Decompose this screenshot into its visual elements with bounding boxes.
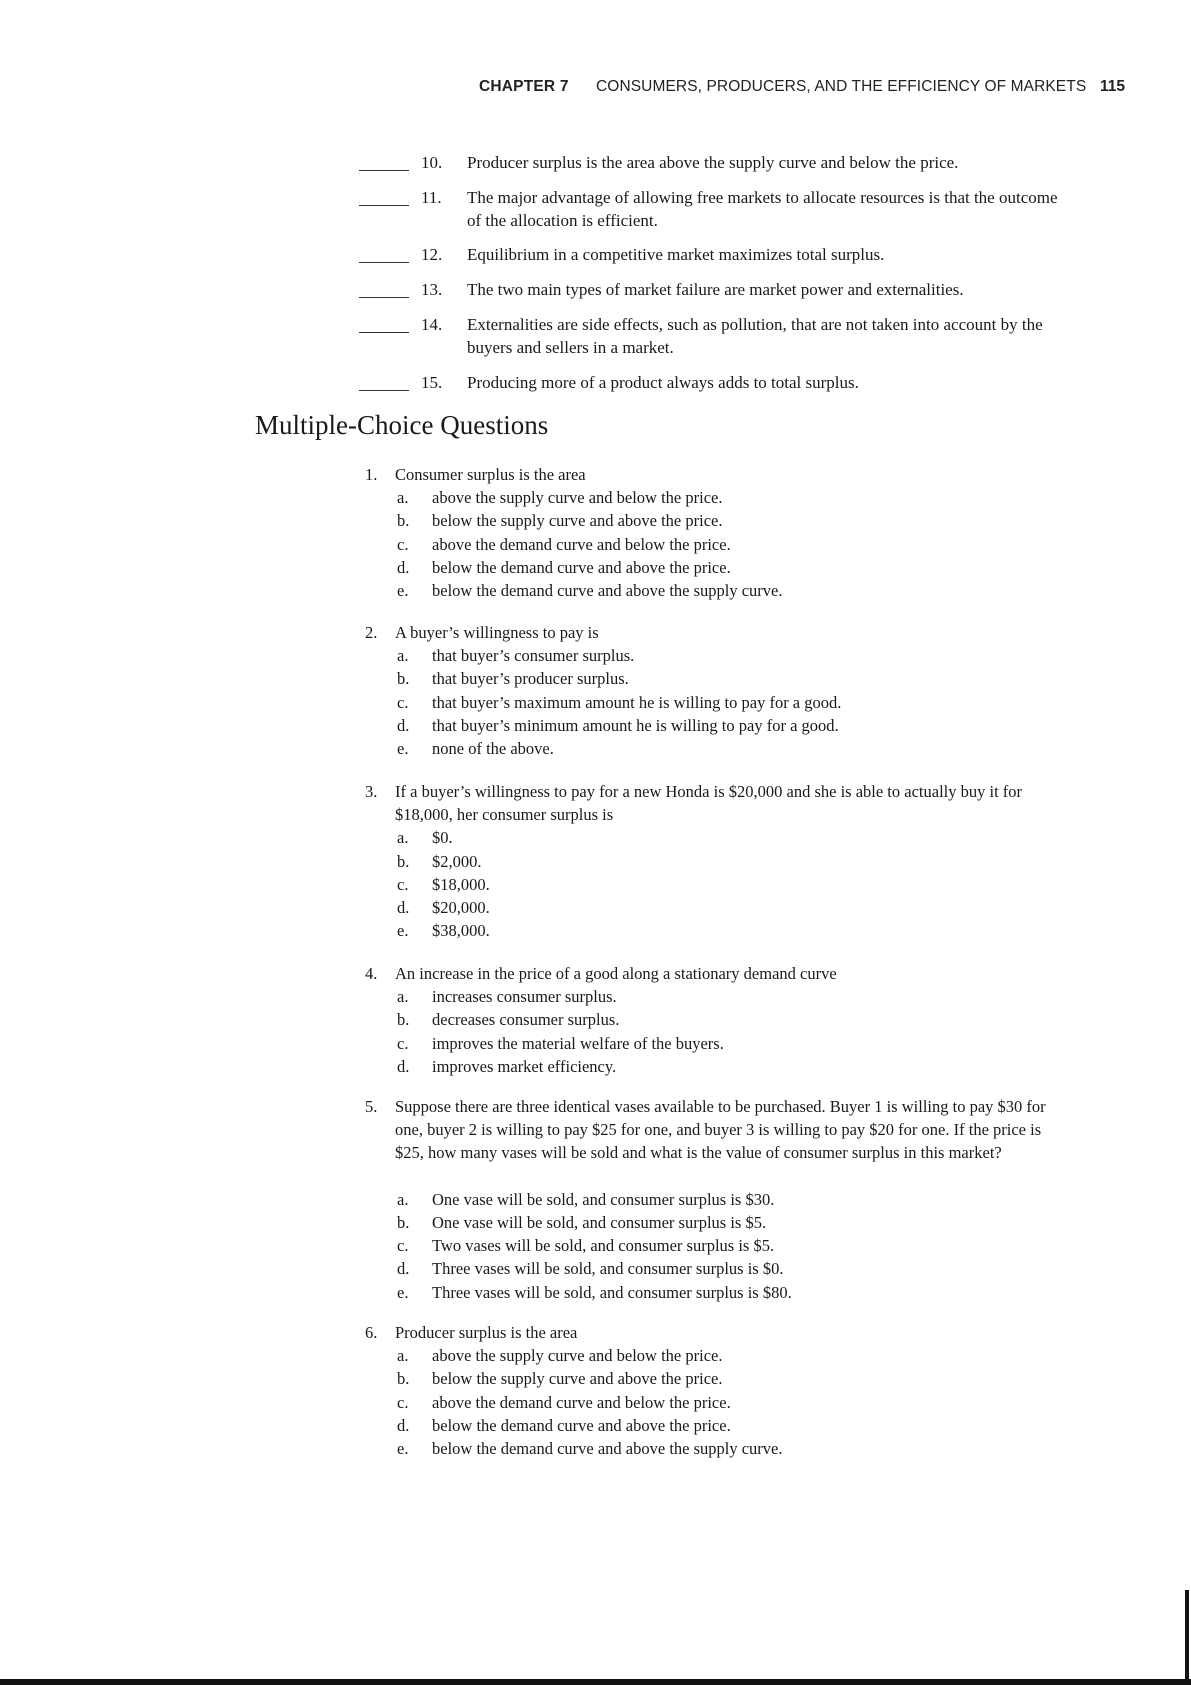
option[interactable] bbox=[0, 1344, 1191, 1367]
page-number: 115 bbox=[1100, 78, 1126, 95]
scan-edge-right bbox=[1185, 1590, 1189, 1685]
option[interactable] bbox=[0, 1367, 1191, 1390]
option-text: that buyer’s maximum amount he is willing to pay for a good. bbox=[432, 692, 842, 712]
option-text: below the demand curve and above the supply curve. bbox=[432, 580, 783, 600]
option[interactable] bbox=[0, 1414, 1191, 1437]
section-heading: Multiple-Choice Questions bbox=[255, 410, 549, 440]
option[interactable] bbox=[0, 579, 1191, 602]
option[interactable] bbox=[0, 850, 1191, 873]
option[interactable] bbox=[0, 509, 1191, 532]
option-text: above the supply curve and below the price. bbox=[432, 488, 723, 508]
option-letter: d. bbox=[397, 1415, 410, 1435]
option[interactable] bbox=[0, 486, 1191, 509]
chapter-label: CHAPTER 7 bbox=[479, 78, 569, 95]
tf-text: Producer surplus is the area above the supply curve and below the price. bbox=[467, 153, 959, 172]
option-letter: e. bbox=[397, 738, 409, 758]
option-text: $18,000. bbox=[432, 874, 490, 894]
scan-edge-bottom bbox=[0, 1679, 1191, 1685]
option[interactable] bbox=[0, 714, 1191, 737]
option-text: One vase will be sold, and consumer surplus is $30. bbox=[432, 1189, 775, 1209]
option-text: One vase will be sold, and consumer surplus is $5. bbox=[432, 1212, 767, 1232]
option[interactable] bbox=[0, 1281, 1191, 1304]
option-letter: c. bbox=[397, 874, 409, 894]
option-text: that buyer’s minimum amount he is willing to pay for a good. bbox=[432, 715, 839, 735]
tf-number: 15. bbox=[421, 373, 443, 392]
option-list bbox=[0, 826, 1191, 942]
option[interactable] bbox=[0, 533, 1191, 556]
option[interactable] bbox=[0, 737, 1191, 760]
option[interactable] bbox=[0, 644, 1191, 667]
option-text: Two vases will be sold, and consumer surplus is $5. bbox=[432, 1236, 775, 1256]
option[interactable] bbox=[0, 873, 1191, 896]
option[interactable] bbox=[0, 985, 1191, 1008]
option-letter: a. bbox=[397, 488, 409, 508]
question-text: An increase in the price of a good along a stationary demand curve bbox=[395, 964, 837, 983]
option-text: that buyer’s producer surplus. bbox=[432, 669, 629, 689]
question-text: If a buyer’s willingness to pay for a new Honda is $20,000 and she is able to actually buy it for $18,000, her consumer surplus is bbox=[395, 782, 1023, 825]
option-text: none of the above. bbox=[432, 738, 554, 758]
option-letter: a. bbox=[397, 828, 409, 848]
option-text: improves market efficiency. bbox=[432, 1056, 617, 1076]
option-letter: d. bbox=[397, 715, 410, 735]
option-text: below the supply curve and above the price. bbox=[432, 511, 723, 531]
option-letter: d. bbox=[397, 557, 410, 577]
option[interactable] bbox=[0, 667, 1191, 690]
option-letter: b. bbox=[397, 511, 410, 531]
option-letter: b. bbox=[397, 1212, 410, 1232]
option-text: increases consumer surplus. bbox=[432, 987, 617, 1007]
option-letter: a. bbox=[397, 987, 409, 1007]
option[interactable] bbox=[0, 1391, 1191, 1414]
answer-blank[interactable] bbox=[359, 262, 409, 263]
option-text: below the demand curve and above the supply curve. bbox=[432, 1438, 783, 1458]
tf-text: The two main types of market failure are market power and externalities. bbox=[467, 280, 964, 299]
option-letter: a. bbox=[397, 1189, 409, 1209]
question-number: 6. bbox=[365, 1323, 378, 1342]
option-letter: b. bbox=[397, 851, 410, 871]
option[interactable] bbox=[0, 1008, 1191, 1031]
option-text: $20,000. bbox=[432, 897, 490, 917]
option-text: $38,000. bbox=[432, 921, 490, 941]
question-text: A buyer’s willingness to pay is bbox=[395, 623, 599, 642]
option[interactable] bbox=[0, 1437, 1191, 1460]
option-letter: c. bbox=[397, 692, 409, 712]
question-number: 3. bbox=[365, 782, 378, 801]
option[interactable] bbox=[0, 896, 1191, 919]
option-letter: a. bbox=[397, 1346, 409, 1366]
option-text: Three vases will be sold, and consumer surplus is $80. bbox=[432, 1282, 792, 1302]
option-text: improves the material welfare of the buyers. bbox=[432, 1033, 724, 1053]
option-letter: e. bbox=[397, 921, 409, 941]
option-text: $2,000. bbox=[432, 851, 482, 871]
answer-blank[interactable] bbox=[359, 332, 409, 333]
answer-blank[interactable] bbox=[359, 297, 409, 298]
option-list bbox=[0, 1188, 1191, 1304]
option[interactable] bbox=[0, 1211, 1191, 1234]
option-list bbox=[0, 486, 1191, 602]
question-number: 1. bbox=[365, 465, 378, 484]
tf-number: 12. bbox=[421, 245, 443, 264]
option-letter: c. bbox=[397, 1236, 409, 1256]
option-text: $0. bbox=[432, 828, 453, 848]
option-list bbox=[0, 985, 1191, 1078]
option-text: that buyer’s consumer surplus. bbox=[432, 646, 635, 666]
option-letter: d. bbox=[397, 897, 410, 917]
tf-text: Producing more of a product always adds to total surplus. bbox=[467, 373, 859, 392]
option[interactable] bbox=[0, 1032, 1191, 1055]
option-letter: c. bbox=[397, 1392, 409, 1412]
answer-blank[interactable] bbox=[359, 205, 409, 206]
option-letter: c. bbox=[397, 1033, 409, 1053]
tf-number: 11. bbox=[421, 188, 442, 207]
option-list bbox=[0, 1344, 1191, 1460]
option-letter: e. bbox=[397, 1282, 409, 1302]
option-text: above the demand curve and below the price. bbox=[432, 534, 731, 554]
option-letter: d. bbox=[397, 1259, 410, 1279]
option-text: above the demand curve and below the price. bbox=[432, 1392, 731, 1412]
option[interactable] bbox=[0, 1055, 1191, 1078]
question-text: Consumer surplus is the area bbox=[395, 465, 586, 484]
tf-number: 13. bbox=[421, 280, 443, 299]
option-list bbox=[0, 644, 1191, 760]
running-header bbox=[0, 78, 1191, 102]
option-text: decreases consumer surplus. bbox=[432, 1010, 620, 1030]
option[interactable] bbox=[0, 826, 1191, 849]
tf-text: Equilibrium in a competitive market maximizes total surplus. bbox=[467, 245, 885, 264]
option-text: Three vases will be sold, and consumer surplus is $0. bbox=[432, 1259, 784, 1279]
answer-blank[interactable] bbox=[359, 170, 409, 171]
question-number: 5. bbox=[365, 1097, 378, 1116]
option[interactable] bbox=[0, 1257, 1191, 1280]
option[interactable] bbox=[0, 691, 1191, 714]
option-text: above the supply curve and below the price. bbox=[432, 1346, 723, 1366]
option-letter: c. bbox=[397, 534, 409, 554]
question-number: 4. bbox=[365, 964, 378, 983]
option[interactable] bbox=[0, 1188, 1191, 1211]
option-letter: d. bbox=[397, 1056, 410, 1076]
option-text: below the supply curve and above the price. bbox=[432, 1369, 723, 1389]
chapter-title: CONSUMERS, PRODUCERS, AND THE EFFICIENCY OF MARKETS bbox=[596, 78, 1087, 95]
option-letter: e. bbox=[397, 580, 409, 600]
tf-text: Externalities are side effects, such as pollution, that are not taken into account by the buyers and sellers in a market. bbox=[467, 315, 1043, 357]
option-letter: e. bbox=[397, 1438, 409, 1458]
question-text: Producer surplus is the area bbox=[395, 1323, 578, 1342]
option[interactable] bbox=[0, 556, 1191, 579]
tf-text: The major advantage of allowing free markets to allocate resources is that the outcome of the allocation is efficient. bbox=[467, 188, 1058, 230]
option[interactable] bbox=[0, 1234, 1191, 1257]
answer-blank[interactable] bbox=[359, 390, 409, 391]
question-number: 2. bbox=[365, 623, 378, 642]
question-text: Suppose there are three identical vases available to be purchased. Buyer 1 is willing to pay $30 for one, buyer 2 is willing to pay $25 for one, and buyer 3 is willing to pay $20 for one. If the price is $25, how many vases will be sold and what is the value of consumer surplus in this market? bbox=[395, 1097, 1046, 1163]
option-letter: b. bbox=[397, 669, 410, 689]
option-text: below the demand curve and above the price. bbox=[432, 1415, 731, 1435]
option-letter: b. bbox=[397, 1369, 410, 1389]
tf-number: 10. bbox=[421, 153, 443, 172]
option[interactable] bbox=[0, 919, 1191, 942]
tf-number: 14. bbox=[421, 315, 443, 334]
option-letter: b. bbox=[397, 1010, 410, 1030]
option-text: below the demand curve and above the price. bbox=[432, 557, 731, 577]
option-letter: a. bbox=[397, 646, 409, 666]
